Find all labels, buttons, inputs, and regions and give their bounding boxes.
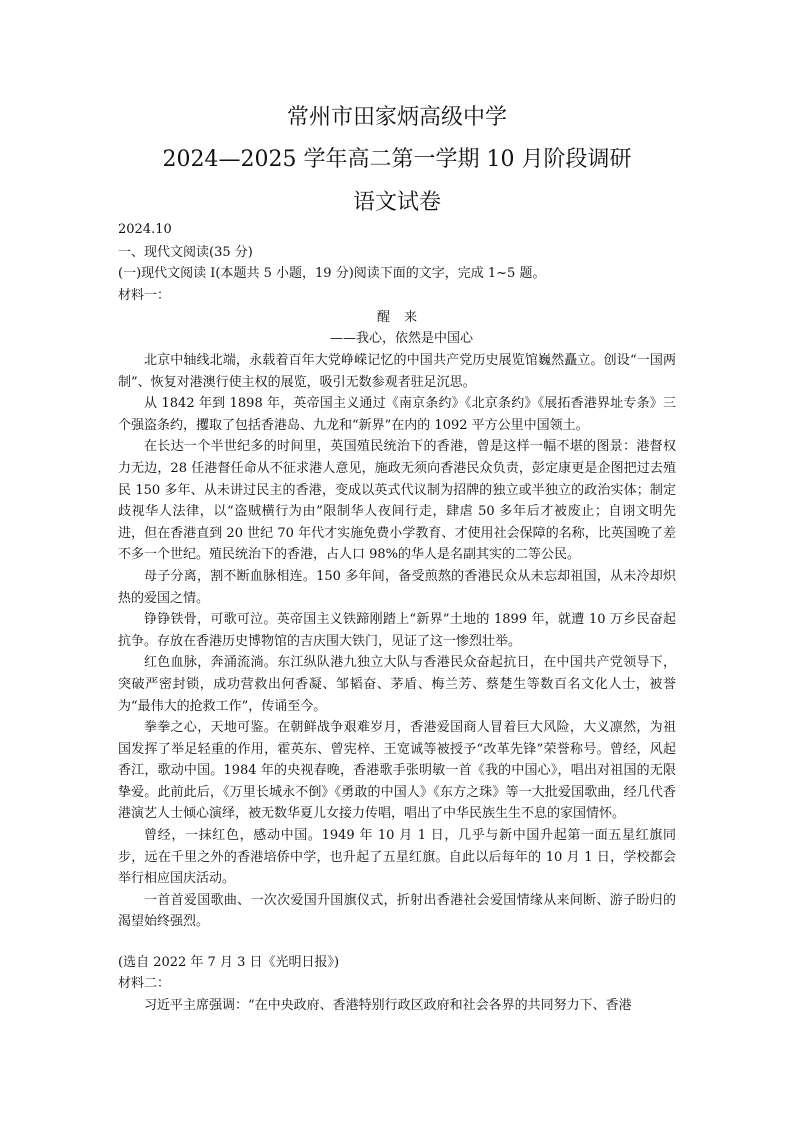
subsection-instructions: (一)现代文阅读 I(本题共 5 小题，19 分)阅读下面的文字，完成 1~5 题。	[118, 266, 546, 281]
article-subtitle: ——我心，依然是中国心	[330, 331, 474, 346]
paragraph: 在长达一个半世纪多的时间里，英国殖民统治下的香港，曾是这样一幅不堪的图景：港督权力无边，28 任港督任命从不征求港人意见，施政无须向香港民众负责，彭定康更是企图把过去殖民 150 多年、从未讲过民主的香港，变成以英式代议制为招牌的独立或半独立的政治实体；制定歧视华人法律，以“盗贼横行为由”限制华人夜间行走，肆虐 50 多年后才被废止；自诩文明先进，但在香港直到 20 世纪 70 年代才实施免费小学教育、才使用社会保障的名称，比英国晚了差不多一个世纪。殖民统治下的香港，占人口 98%的华人是名副其实的二等公民。	[118, 439, 676, 563]
school-name: 常州市田家炳高级中学	[286, 105, 507, 130]
paragraph: 拳拳之心，天地可鉴。在朝鲜战争艰难岁月，香港爱国商人冒着巨大风险，大义凛然，为祖国发挥了举足轻重的作用，霍英东、曾宪梓、王宽诚等被授予“改革先锋”荣誉称号。曾经，风起香江，歌动中国。1984 年的央视春晚，香港歌手张明敏一首《我的中国心》，唱出对祖国的无限挚爱。此前此后，《万里长城永不倒》《勇敢的中国人》《东方之珠》等一大批爱国歌曲，经几代香港演艺人士倾心演绎，被无数华夏儿女接力传唱，唱出了中华民族生生不息的家国情怀。	[118, 720, 676, 822]
article-body	[118, 350, 676, 933]
exam-title: 2024—2025 学年高二第一学期 10 月阶段调研	[162, 147, 632, 172]
paragraph: 一首首爱国歌曲、一次次爱国升国旗仪式，折射出香港社会爱国情缘从来间断、游子盼归的渴望始终强烈。	[118, 892, 676, 930]
paragraph: 北京中轴线北端，永载着百年大党峥嵘记忆的中国共产党历史展览馆巍然矗立。创设“一国两制”、恢复对港澳行使主权的展览，吸引无数参观者驻足沉思。	[118, 353, 676, 390]
material-two-body	[118, 995, 676, 1017]
section-heading: 一、现代文阅读(35 分)	[118, 245, 253, 260]
subject-title: 语文试卷	[352, 190, 441, 215]
material-one-label: 材料一：	[118, 288, 171, 303]
paragraph: 铮铮铁骨，可歌可泣。英帝国主义铁蹄刚踏上“新界”土地的 1899 年，就遭 10 万乡民奋起抗争。存放在香港历史博物馆的吉庆围大铁门，见证了这一惨烈壮举。	[118, 612, 676, 649]
article-source: (选自 2022 年 7 月 3 日《光明日报》)	[118, 955, 340, 970]
paragraph: 母子分离，割不断血脉相连。150 多年间，备受煎熬的香港民众从未忘却祖国，从未冷却炽热的爱国之情。	[118, 568, 676, 606]
paragraph: 从 1842 年到 1898 年，英帝国主义通过《南京条约》《北京条约》《展拓香港界址专条》三个强盗条约，攫取了包括香港岛、九龙和“新界”在内的 1092 平方公里中国领土。	[118, 396, 676, 433]
article-title: 醒来	[376, 310, 431, 325]
paragraph: 红色血脉，奔涌流淌。东江纵队港九独立大队与香港民众奋起抗日，在中国共产党领导下，突破严密封锁，成功营救出何香凝、邹韬奋、茅盾、梅兰芳、蔡楚生等数百名文化人士，被誉为“最伟大的抢救工作”，传诵至今。	[118, 655, 676, 714]
exam-date: 2024.10	[118, 222, 172, 237]
paragraph: 习近平主席强调：“在中央政府、香港特别行政区政府和社会各界的共同努力下、香港	[144, 998, 632, 1013]
material-two-label: 材料二：	[118, 976, 171, 991]
paragraph: 曾经，一抹红色，感动中国。1949 年 10 月 1 日，几乎与新中国升起第一面五星红旗同步，远在千里之外的香港培侨中学，也升起了五星红旗。自此以后每年的 10 月 1 日，学校都会举行相应国庆活动。	[118, 828, 676, 887]
